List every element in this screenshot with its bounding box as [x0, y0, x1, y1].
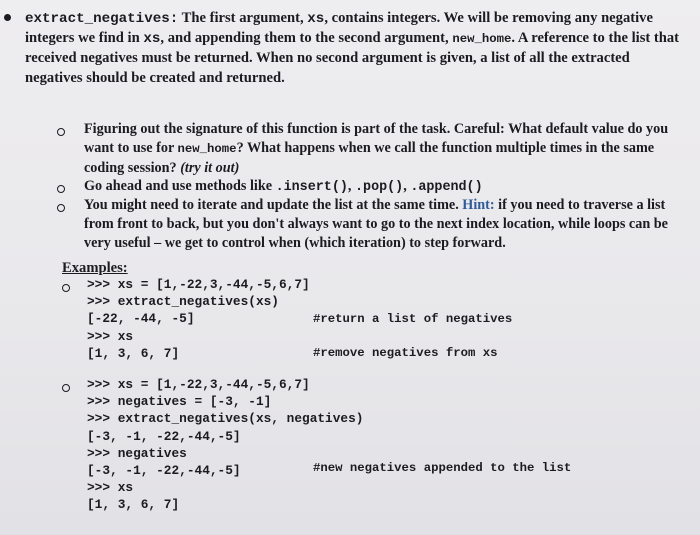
example-1-comment-return: #return a list of negatives: [313, 312, 513, 326]
code-line: >>> extract_negatives(xs): [87, 294, 279, 310]
tip-iterate: You might need to iterate and update the list at the same time. Hint: if you need to traverse a list from front to back, but you don't always want to go to the next index location, while loops can be very useful – we get to control when (which iteration) to step forward.: [84, 197, 668, 252]
circle-bullet-icon: [57, 204, 65, 212]
code-line: >>> xs: [87, 328, 134, 344]
code-line: >>> xs = [1,-22,3,-44,-5,6,7]: [87, 277, 310, 292]
code-line: >>> xs: [87, 480, 134, 496]
code-line: >>> extract_negatives(xs, negatives): [87, 411, 364, 427]
circle-bullet-icon: [62, 284, 70, 292]
example-1-comment-remove: #remove negatives from xs: [313, 346, 498, 360]
code-line: [-3, -1, -22,-44,-5]: [87, 428, 241, 444]
examples-heading: Examples:: [62, 260, 128, 276]
code-line: [-22, -44, -5]: [87, 311, 195, 327]
tip-methods: Go ahead and use methods like .insert(), .pop(), .append(): [84, 178, 483, 195]
code-line: >>> negatives = [-3, -1]: [87, 394, 272, 410]
function-description: extract_negatives: The first argument, xs, contains integers. We will be removing any negative integers we find in xs, and appending them to the second argument, new_home. A reference to the list that received negatives must be returned. When no second argument is given, a list of all the extracted negatives should be created and returned.: [25, 10, 680, 86]
function-name: extract_negatives:: [25, 11, 179, 27]
example-2-comment-appended: #new negatives appended to the list: [313, 461, 572, 475]
code-line: [1, 3, 6, 7]: [87, 497, 180, 513]
circle-bullet-icon: [57, 185, 65, 193]
new-home-term: new_home: [452, 32, 512, 47]
code-line: >>> negatives: [87, 445, 187, 461]
code-line: [-3, -1, -22,-44,-5]: [87, 463, 241, 479]
circle-bullet-icon: [62, 384, 70, 392]
code-line: [1, 3, 6, 7]: [87, 345, 180, 361]
circle-bullet-icon: [57, 128, 65, 136]
example-2-code: [87, 376, 363, 514]
bullet-disc-icon: [4, 14, 11, 21]
hint-label: Hint:: [462, 197, 495, 213]
code-line: >>> xs = [1,-22,3,-44,-5,6,7]: [87, 377, 310, 392]
tip-signature: Figuring out the signature of this function is part of the task. Careful: What default value do you want to use for new_home? What happens when we call the function multiple times in the same coding session? (try it out): [84, 121, 669, 177]
example-1-code: [87, 276, 310, 362]
